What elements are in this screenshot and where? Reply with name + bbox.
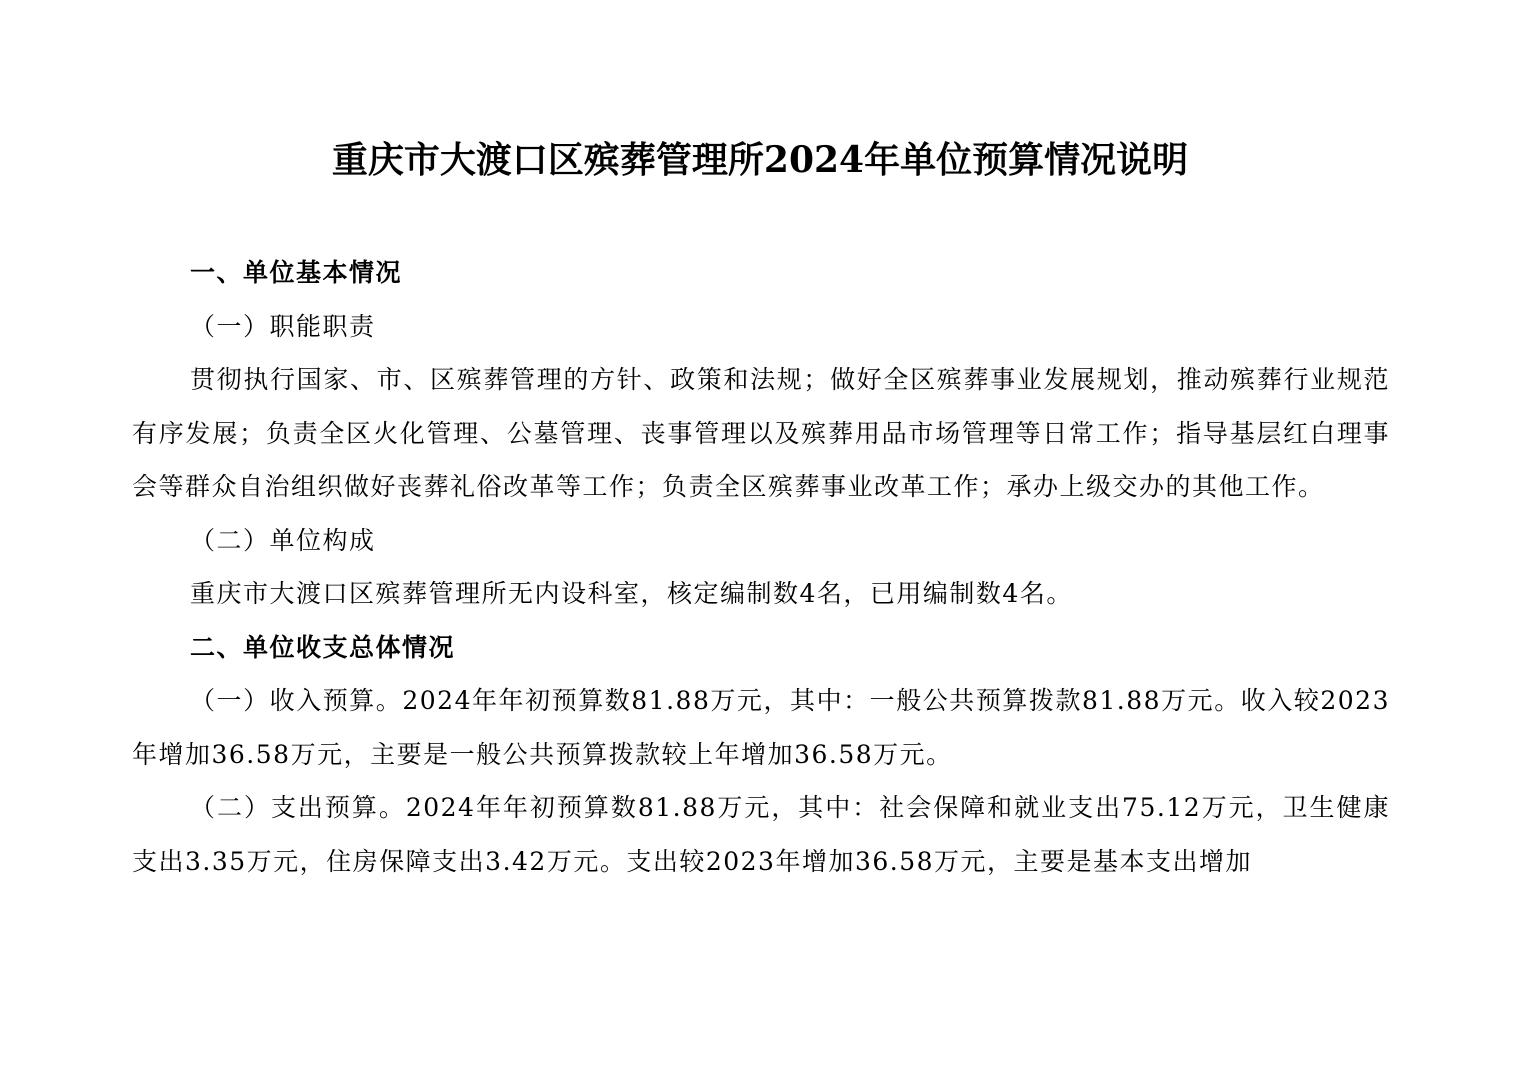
paragraph-duties: 贯彻执行国家、市、区殡葬管理的方针、政策和法规；做好全区殡葬事业发展规划，推动殡葬行业规范有序发展；负责全区火化管理、公墓管理、丧事管理以及殡葬用品市场管理等日常工作；指导基层红白理事会等群众自治组织做好丧葬礼俗改革等工作；负责全区殡葬事业改革工作；承办上级交办的其他工作。	[132, 365, 1390, 501]
section-heading-2: 二、单位收支总体情况	[190, 632, 456, 662]
paragraph-composition: 重庆市大渡口区殡葬管理所无内设科室，核定编制数4名，已用编制数4名。	[190, 579, 1073, 608]
section-heading-1: 一、单位基本情况	[190, 258, 403, 287]
subsection-heading-duties: （一）职能职责	[190, 311, 376, 341]
document-body	[132, 246, 1390, 888]
subsection-heading-composition: （二）单位构成	[190, 525, 376, 555]
paragraph-expenditure-budget: （二）支出预算。2024年年初预算数81.88万元，其中：社会保障和就业支出75.12万元，卫生健康支出3.35万元，住房保障支出3.42万元。支出较2023年增加36.58万元，主要是基本支出增加	[132, 793, 1390, 876]
document-title: 重庆市大渡口区殡葬管理所2024年单位预算情况说明	[331, 139, 1189, 181]
paragraph-income-budget: （一）收入预算。2024年年初预算数81.88万元，其中：一般公共预算拨款81.88万元。收入较2023年增加36.58万元，主要是一般公共预算拨款较上年增加36.58万元。	[132, 686, 1390, 769]
